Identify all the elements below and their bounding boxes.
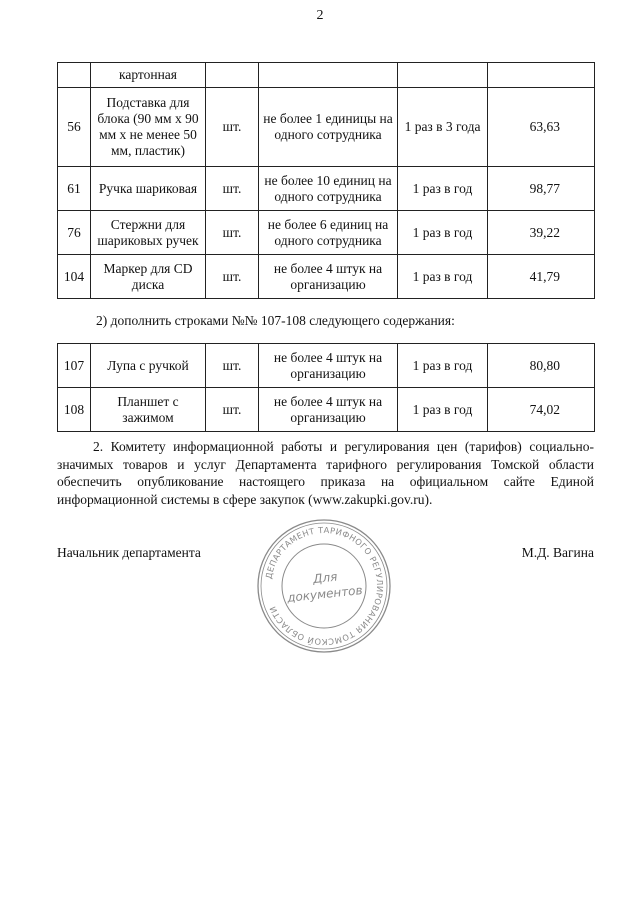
- cell-price: [488, 63, 595, 88]
- cell-period: 1 раз в год: [398, 344, 488, 388]
- table-row: [58, 344, 595, 388]
- table-row: [58, 255, 595, 299]
- signatory-name: М.Д. Вагина: [521, 545, 594, 560]
- cell-item-name: картонная: [91, 63, 206, 88]
- cell-norm: не более 1 единицы на одного сотрудника: [259, 88, 398, 167]
- table-row: [58, 211, 595, 255]
- cell-number: 104: [58, 255, 91, 299]
- cell-unit: шт.: [206, 344, 259, 388]
- cell-number: [58, 63, 91, 88]
- cell-period: [398, 63, 488, 88]
- stamp-center-line-2: документов: [286, 583, 364, 605]
- cell-norm: не более 6 единиц на одного сотрудника: [259, 211, 398, 255]
- cell-unit: шт.: [206, 211, 259, 255]
- new-items-table: [57, 343, 595, 432]
- cell-item-name: Стержни для шариковых ручек: [91, 211, 206, 255]
- cell-norm: не более 4 штук на организацию: [259, 388, 398, 432]
- cell-unit: шт.: [206, 255, 259, 299]
- cell-item-name: Маркер для CD диска: [91, 255, 206, 299]
- cell-item-name: Ручка шариковая: [91, 167, 206, 211]
- clause-2-paragraph: 2. Комитету информационной работы и регулирования цен (тарифов) социально-значимых товаров и услуг Департамента тарифного регулирования Томской области обеспечить опубликование настоящего приказа на официальном сайте Единой информационной системы в сфере закупок (www.zakupki.gov.ru).: [57, 439, 594, 507]
- cell-period: 1 раз в год: [398, 167, 488, 211]
- stamp-ring-textpath: ДЕПАРТАМЕНТ ТАРИФНОГО РЕГУЛИРОВАНИЯ ТОМСКОЙ ОБЛАСТИ: [263, 524, 386, 648]
- cell-price: 39,22: [488, 211, 595, 255]
- cell-norm: не более 10 единиц на одного сотрудника: [259, 167, 398, 211]
- cell-number: 107: [58, 344, 91, 388]
- cell-period: 1 раз в год: [398, 255, 488, 299]
- table-row: [58, 388, 595, 432]
- stamp-center-line-1: Для: [312, 569, 338, 587]
- stamp-middle-ring: [261, 523, 387, 649]
- cell-unit: [206, 63, 259, 88]
- cell-norm: не более 4 штук на организацию: [259, 255, 398, 299]
- cell-norm: [259, 63, 398, 88]
- signatory-title: Начальник департамента: [57, 545, 201, 560]
- cell-number: 56: [58, 88, 91, 167]
- page-number: 2: [316, 8, 324, 23]
- cell-item-name: Планшет с зажимом: [91, 388, 206, 432]
- cell-number: 76: [58, 211, 91, 255]
- items-table: [57, 62, 595, 299]
- cell-price: 80,80: [488, 344, 595, 388]
- cell-unit: шт.: [206, 88, 259, 167]
- cell-period: 1 раз в год: [398, 388, 488, 432]
- cell-price: 63,63: [488, 88, 595, 167]
- stamp-outer-ring: [258, 520, 390, 652]
- cell-unit: шт.: [206, 388, 259, 432]
- cell-item-name: Лупа с ручкой: [91, 344, 206, 388]
- department-stamp: [256, 518, 392, 654]
- cell-period: 1 раз в 3 года: [398, 88, 488, 167]
- table-row: [58, 167, 595, 211]
- table-row: [58, 63, 595, 88]
- cell-price: 74,02: [488, 388, 595, 432]
- cell-number: 61: [58, 167, 91, 211]
- cell-price: 41,79: [488, 255, 595, 299]
- table-row: [58, 88, 595, 167]
- addition-note: 2) дополнить строками №№ 107-108 следующего содержания:: [96, 313, 455, 328]
- cell-price: 98,77: [488, 167, 595, 211]
- cell-norm: не более 4 штук на организацию: [259, 344, 398, 388]
- cell-item-name: Подставка для блока (90 мм х 90 мм х не менее 50 мм, пластик): [91, 88, 206, 167]
- cell-period: 1 раз в год: [398, 211, 488, 255]
- cell-unit: шт.: [206, 167, 259, 211]
- cell-number: 108: [58, 388, 91, 432]
